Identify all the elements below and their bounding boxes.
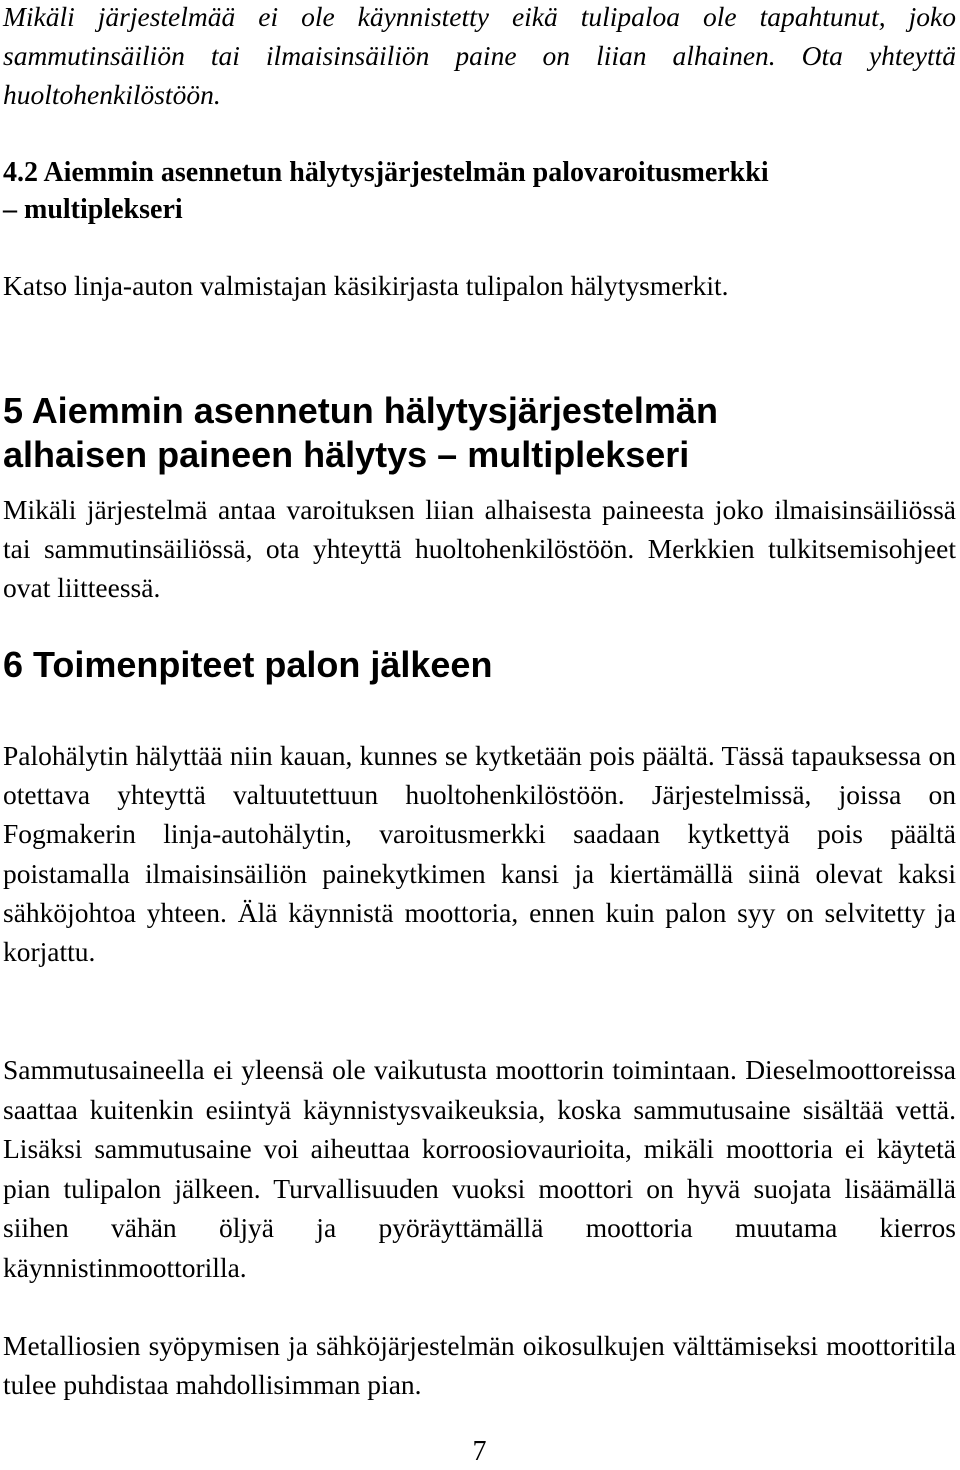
section-5-heading [3,389,956,477]
section-5-body: Mikäli järjestelmä antaa varoituksen liian alhaisesta paineesta joko ilmaisinsäiliössä tai sammutinsäiliössä, ota yhteyttä huoltohenkilöstöön. Merkkien tulkitsemisohjeet ovat liitteessä. [3,494,956,604]
page-number: 7 [472,1436,487,1467]
section-6-paragraph-3: Metalliosien syöpymisen ja sähköjärjestelmän oikosulkujen välttämiseksi moottoritila tulee puhdistaa mahdollisimman pian. [3,1330,956,1401]
section-4-2-heading-line1: 4.2 Aiemmin asennetun hälytysjärjestelmän palovaroitusmerkki [3,157,769,188]
section-5-heading-line2: alhaisen paineen hälytys – multiplekseri [3,434,690,475]
section-4-2-heading-line2: – multiplekseri [3,194,183,225]
section-6-paragraph-1: Palohälytin hälyttää niin kauan, kunnes se kytketään pois päältä. Tässä tapauksessa on otettava yhteyttä valtuutettuun huoltohenkilöstöön. Järjestelmissä, joissa on Fogmakerin linja-autohälytin, varoitusmerkki saadaan kytkettyä pois päältä poistamalla ilmaisinsäiliön painekytkimen kansi ja kiertämällä siinä olevat kaksi sähköjohtoa yhteen. Älä käynnistä moottoria, ennen kuin palon syy on selvitetty ja korjattu. [3,740,956,968]
section-4-2-body: Katso linja-auton valmistajan käsikirjasta tulipalon hälytysmerkit. [3,270,729,301]
section-6-paragraph-2: Sammutusaineella ei yleensä ole vaikutusta moottorin toimintaan. Dieselmoottoreissa saattaa kuitenkin esiintyä käynnistysvaikeuksia, koska sammutusaine sisältää vettä. Lisäksi sammutusaine voi aiheuttaa korroosiovaurioita, mikäli moottoria ei käytetä pian tulipalon jälkeen. Turvallisuuden vuoksi moottori on hyvä suojata lisäämällä siihen vähän öljyä ja pyöräyttämällä moottoria muutama kierros käynnistinmoottorilla. [3,1054,956,1283]
section-6-heading: 6 Toimenpiteet palon jälkeen [3,644,493,685]
section-4-2-heading [3,154,956,228]
document-page [3,0,956,1470]
intro-paragraph: Mikäli järjestelmää ei ole käynnistetty eikä tulipaloa ole tapahtunut, joko sammutinsäiliön tai ilmaisinsäiliön paine on liian alhainen. Ota yhteyttä huoltohenkilöstöön. [3,1,956,111]
section-5-heading-line1: 5 Aiemmin asennetun hälytysjärjestelmän [3,390,718,431]
